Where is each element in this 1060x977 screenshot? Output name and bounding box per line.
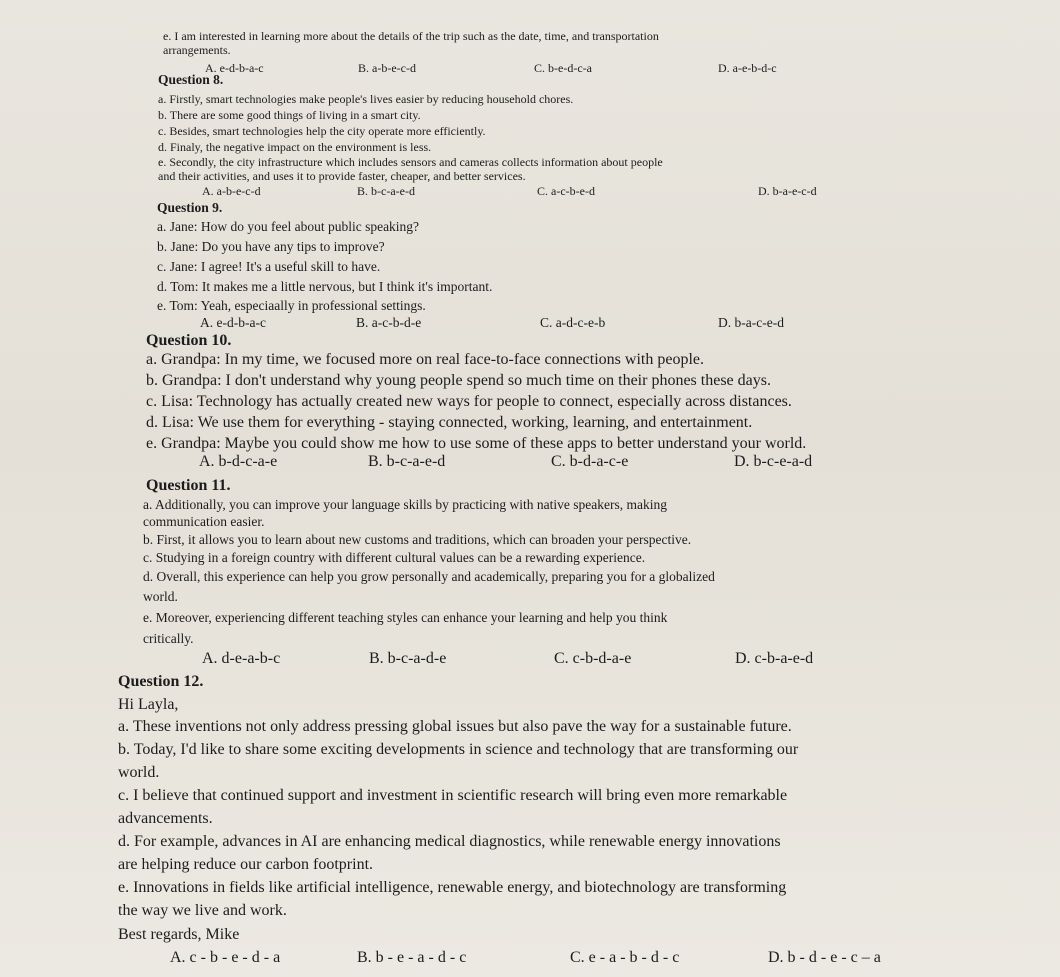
q11-option-c: C. c-b-d-a-e [554,650,632,667]
q10-item-d: d. Lisa: We use them for everything - staying connected, working, learning, and entertainment. [146,414,753,431]
q8-option-d: D. b-a-e-c-d [758,184,817,198]
q7-item-e-cont: arrangements. [163,43,231,57]
q7-option-a: A. e-d-b-a-c [205,61,264,75]
q10-item-c: c. Lisa: Technology has actually created new ways for people to connect, especially across distances. [146,393,792,410]
q11-item-d-cont: world. [143,589,178,604]
q8-item-e: e. Secondly, the city infrastructure which includes sensors and cameras collects information about people [158,155,663,169]
q7-option-d: D. a-e-b-d-c [718,61,777,75]
q10-option-a: A. b-d-c-a-e [199,453,278,470]
q7-item-e: e. I am interested in learning more about the details of the trip such as the date, time, and transportation [163,29,659,43]
q9-option-b: B. a-c-b-d-e [356,315,422,330]
q8-item-e-cont: and their activities, and uses it to provide faster, cheaper, and better services. [158,169,526,183]
q12-item-d: d. For example, advances in AI are enhancing medical diagnostics, while renewable energy innovations [118,833,781,850]
q8-item-d: d. Finaly, the negative impact on the environment is less. [158,140,432,154]
q12-option-b: B. b - e - a - d - c [357,949,467,966]
q8-item-a: a. Firstly, smart technologies make people's lives easier by reducing household chores. [158,92,574,106]
q11-item-c: c. Studying in a foreign country with different cultural values can be a rewarding experience. [143,550,646,565]
q8-item-b: b. There are some good things of living in a smart city. [158,108,421,122]
q9-title: Question 9. [157,200,223,215]
q12-item-e: e. Innovations in fields like artificial intelligence, renewable energy, and biotechnology are transforming [118,879,787,896]
q11-option-d: D. c-b-a-e-d [735,650,814,667]
q11-option-a: A. d-e-a-b-c [202,650,281,667]
q11-option-b: B. b-c-a-d-e [369,650,447,667]
q12-item-c: c. I believe that continued support and investment in scientific research will bring even more remarkable [118,787,788,804]
q9-option-c: C. a-d-c-e-b [540,315,606,330]
q9-item-c: c. Jane: I agree! It's a useful skill to have. [157,259,381,274]
q10-item-e: e. Grandpa: Maybe you could show me how to use some of these apps to better understand your world. [146,435,807,452]
q10-title: Question 10. [146,332,232,349]
q7-option-c: C. b-e-d-c-a [534,61,592,75]
q12-option-c: C. e - a - b - d - c [570,949,680,966]
q12-item-c-cont: advancements. [118,810,213,827]
q10-item-a: a. Grandpa: In my time, we focused more on real face-to-face connections with people. [146,351,704,368]
q11-title: Question 11. [146,477,231,494]
q9-option-a: A. e-d-b-a-c [200,315,266,330]
q11-item-a: a. Additionally, you can improve your language skills by practicing with native speakers, making [143,497,668,512]
q9-option-d: D. b-a-c-e-d [718,315,784,330]
q11-item-a-cont: communication easier. [143,514,265,529]
q7-option-b: B. a-b-e-c-d [358,61,416,75]
q10-item-b: b. Grandpa: I don't understand why young people spend so much time on their phones these days. [146,372,771,389]
q10-option-d: D. b-c-e-a-d [734,453,813,470]
q12-signoff: Best regards, Mike [118,926,240,943]
q8-option-c: C. a-c-b-e-d [537,184,595,198]
q12-item-d-cont: are helping reduce our carbon footprint. [118,856,374,873]
q9-item-d: d. Tom: It makes me a little nervous, but I think it's important. [157,279,493,294]
q10-option-c: C. b-d-a-c-e [551,453,629,470]
q12-item-e-cont: the way we live and work. [118,902,287,919]
q11-item-e-cont: critically. [143,631,194,646]
q10-option-b: B. b-c-a-e-d [368,453,446,470]
q9-item-e: e. Tom: Yeah, especiaally in professional settings. [157,298,426,313]
q12-greeting: Hi Layla, [118,696,179,713]
q8-title: Question 8. [158,72,224,87]
q8-item-c: c. Besides, smart technologies help the city operate more efficiently. [158,124,486,138]
q8-option-a: A. a-b-e-c-d [202,184,261,198]
q12-item-a: a. These inventions not only address pressing global issues but also pave the way for a sustainable future. [118,718,792,735]
q12-option-a: A. c - b - e - d - a [170,949,281,966]
q11-item-d: d. Overall, this experience can help you grow personally and academically, preparing you for a globalized [143,569,715,584]
q9-item-b: b. Jane: Do you have any tips to improve? [157,239,385,254]
q11-item-e: e. Moreover, experiencing different teaching styles can enhance your learning and help you think [143,610,668,625]
q12-option-d: D. b - d - e - c – a [768,949,881,966]
q12-title: Question 12. [118,673,204,690]
q11-item-b: b. First, it allows you to learn about new customs and traditions, which can broaden your perspective. [143,532,692,547]
q9-item-a: a. Jane: How do you feel about public speaking? [157,219,420,234]
q12-item-b-cont: world. [118,764,160,781]
q12-item-b: b. Today, I'd like to share some exciting developments in science and technology that are transforming our [118,741,799,758]
q8-option-b: B. b-c-a-e-d [357,184,415,198]
